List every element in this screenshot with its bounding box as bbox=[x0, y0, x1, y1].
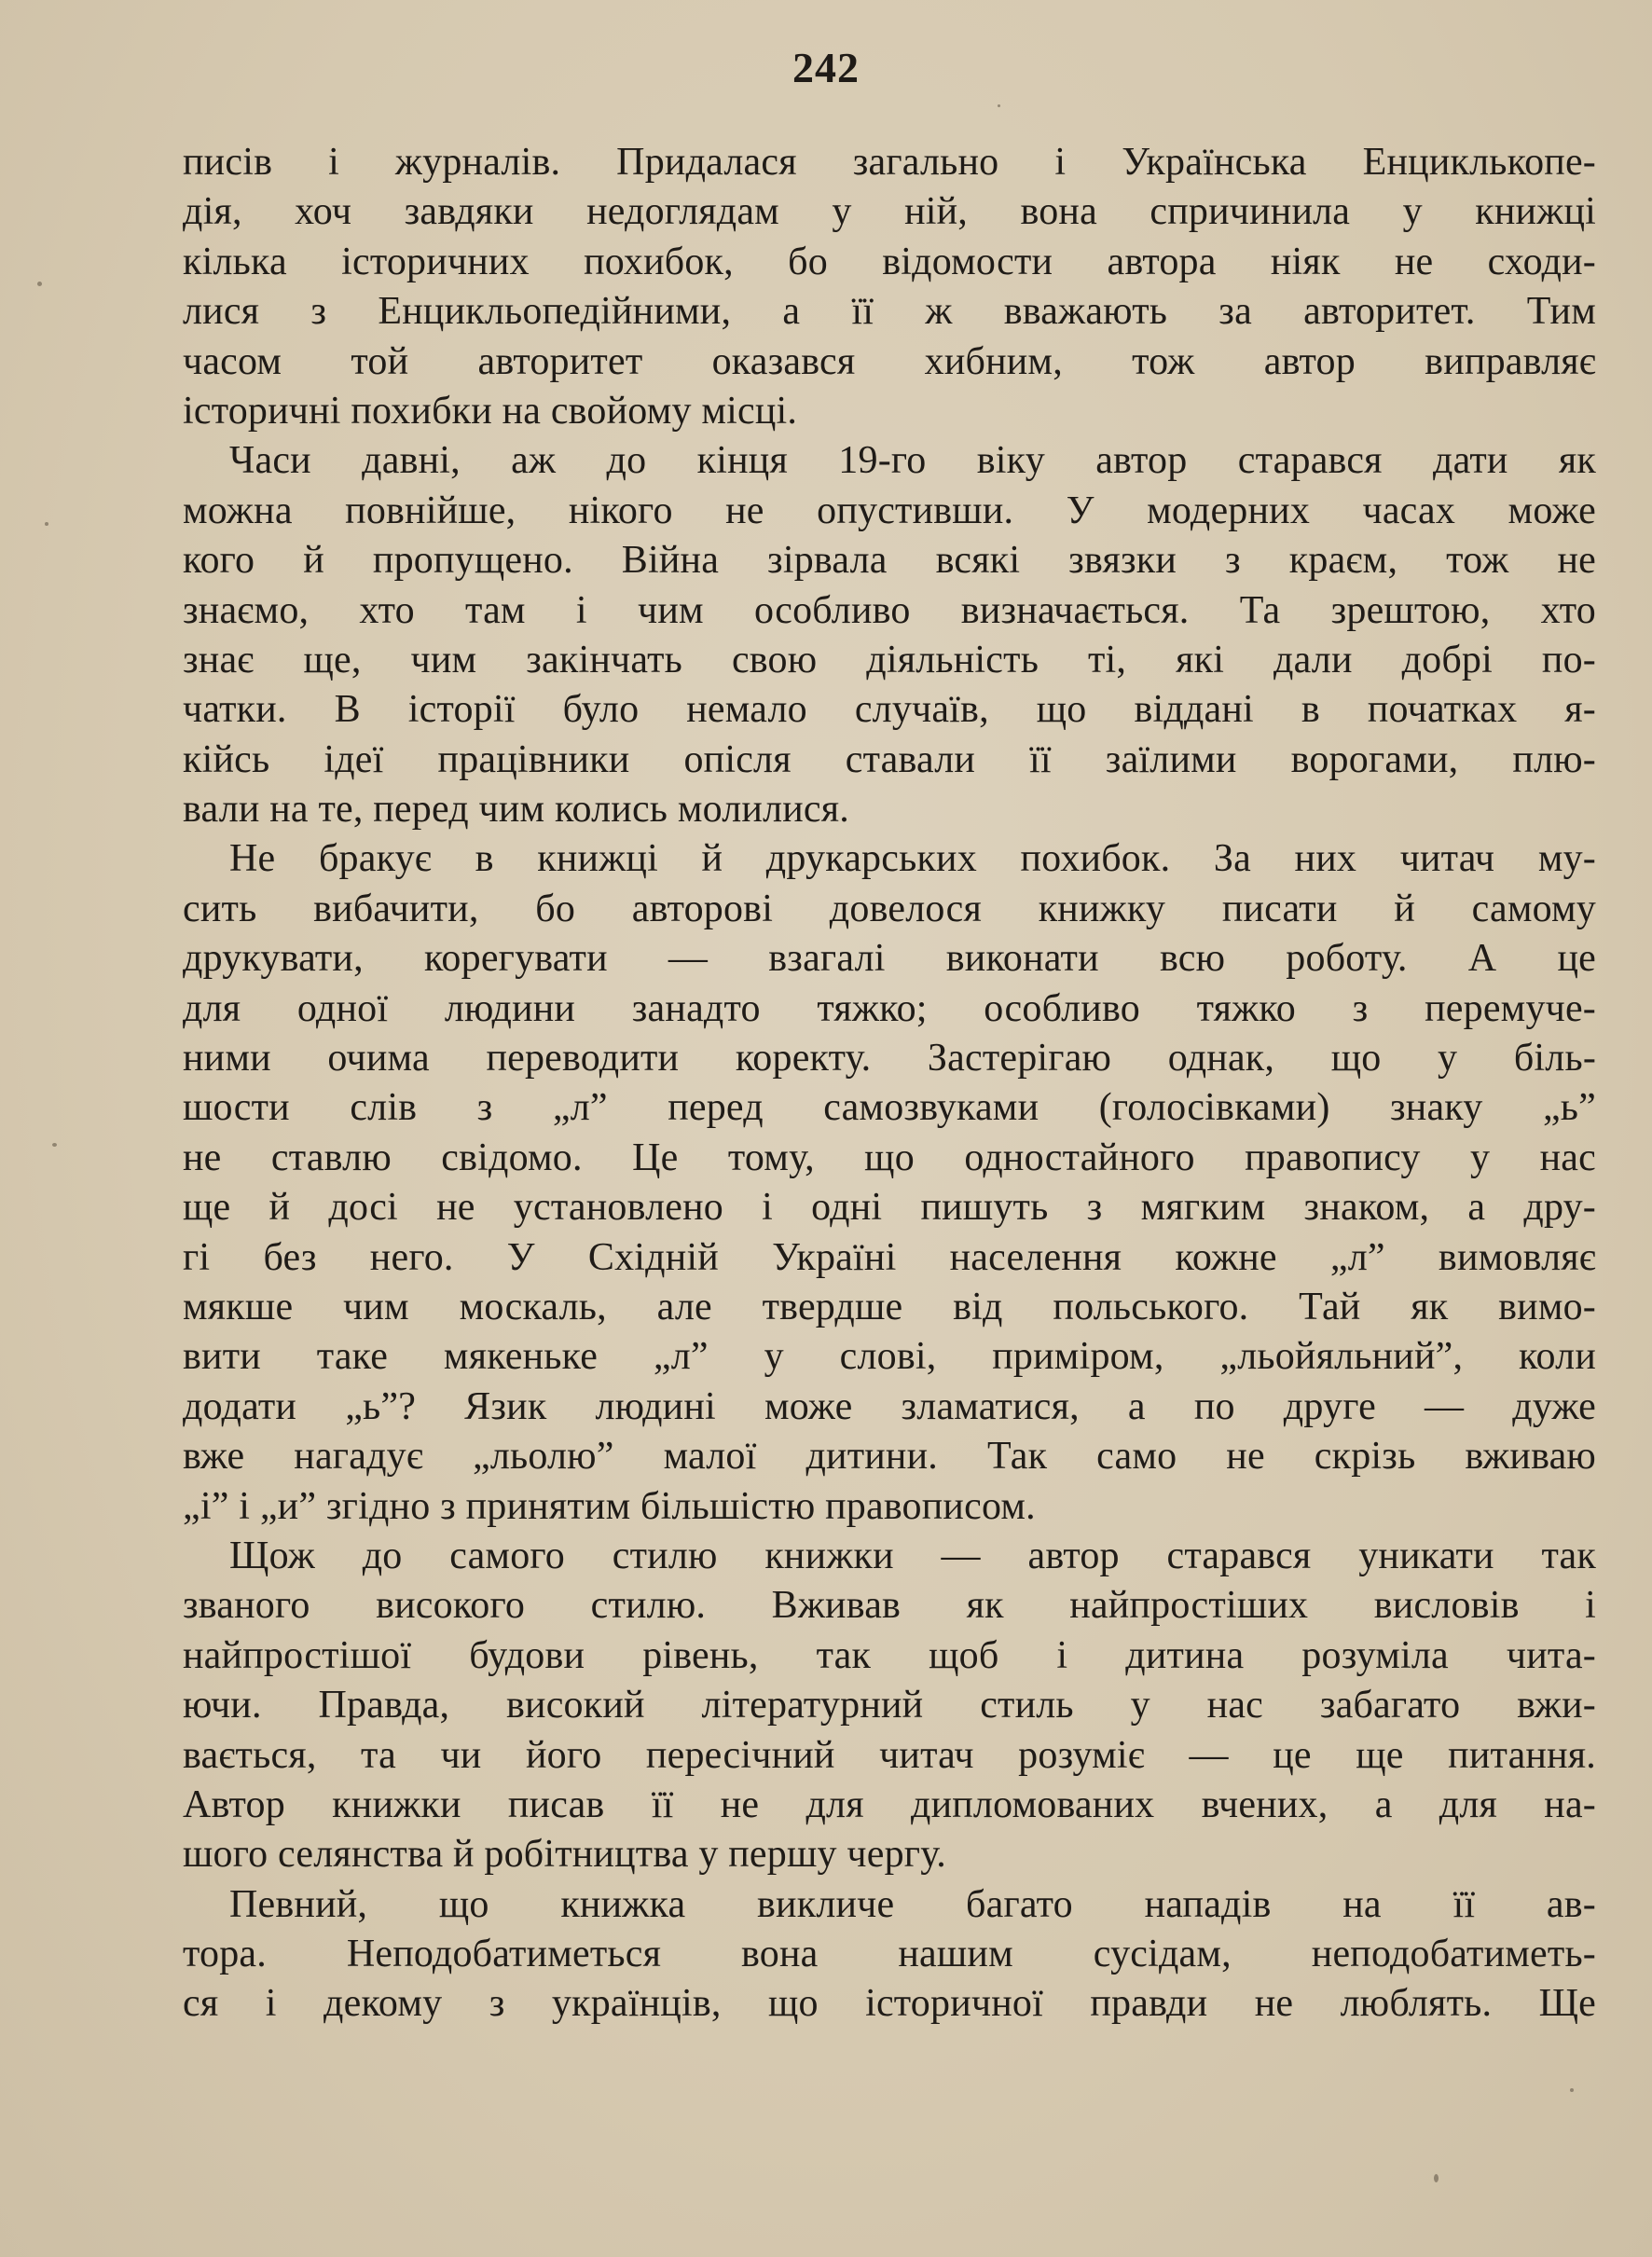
text-line: вже нагадує „льолю” малої дитини. Так само не скрізь вживаю bbox=[183, 1435, 1596, 1479]
paper-speck bbox=[37, 282, 42, 286]
text-line: чатки. В історії було немало случаїв, що віддані в початках я- bbox=[183, 688, 1596, 732]
text-line: найпростішої будови рівень, так щоб і дитина розуміла чита- bbox=[183, 1633, 1596, 1677]
paper-speck bbox=[1570, 2088, 1574, 2092]
paper-speck bbox=[52, 1143, 57, 1147]
text-line: писів і журналів. Придалася загально і Українська Енциклькопе- bbox=[183, 141, 1596, 184]
text-line: кілька історичних похибок, бо відомости автора ніяк не сходи- bbox=[183, 240, 1596, 283]
text-line: гі без него. У Східній Україні населення кожне „л” вимовляє bbox=[183, 1235, 1596, 1279]
text-line: знаємо, хто там і чим особливо визначається. Та зрештою, хто bbox=[183, 588, 1596, 632]
text-line: ще й досі не установлено і одні пишуть з мягким знаком, а дру- bbox=[183, 1186, 1596, 1230]
text-line: часом той авторитет оказався хибним, тож автор виправляє bbox=[183, 339, 1596, 383]
text-line: можна повнійше, нікого не опустивши. У модерних часах може bbox=[183, 489, 1596, 532]
text-line: для одної людини занадто тяжко; особливо тяжко з перемуче- bbox=[183, 986, 1596, 1030]
text-line: ними очима переводити коректу. Застерігаю однак, що у біль- bbox=[183, 1037, 1596, 1080]
text-line: тора. Неподобатиметься вона нашим сусідам, неподобатиметь- bbox=[183, 1933, 1596, 1976]
text-line: ючи. Правда, високий літературний стиль у нас забагато вжи- bbox=[183, 1684, 1596, 1727]
text-line: званого високого стилю. Вживав як найпростіших висловів і bbox=[183, 1584, 1596, 1628]
text-line: вали на те, перед чим колись молилися. bbox=[183, 788, 849, 832]
text-line: друкувати, корегувати — взагалі виконати всю роботу. А це bbox=[183, 937, 1596, 981]
text-line: шого селянства й робітництва у першу чергу. bbox=[183, 1833, 946, 1877]
text-line: Автор книжки писав її не для дипломованих вчених, а для на- bbox=[183, 1782, 1596, 1826]
text-line: вається, та чи його пересічний читач розуміє — це ще питання. bbox=[183, 1733, 1596, 1777]
text-line: Не бракує в книжці й друкарських похибок. За них читач му- bbox=[229, 837, 1596, 881]
text-line: Певний, що книжка викличе багато нападів на її ав- bbox=[229, 1882, 1596, 1926]
text-line: лися з Енцикльопедійними, а її ж вважають за авторитет. Тим bbox=[183, 290, 1596, 334]
text-line: додати „ь”? Язик людині може зламатися, а по друге — дуже bbox=[183, 1384, 1596, 1428]
text-line: дія, хоч завдяки недоглядам у ній, вона спричинила у книжці bbox=[183, 190, 1596, 234]
text-line: кійсь ідеї працівники опісля ставали її заїлими ворогами, плю- bbox=[183, 737, 1596, 781]
page-number: 242 bbox=[792, 44, 860, 91]
body-text bbox=[183, 138, 1596, 2030]
text-line: кого й пропущено. Війна зірвала всякі звязки з краєм, тож не bbox=[183, 539, 1596, 583]
paper-speck bbox=[998, 104, 1000, 107]
text-line: Часи давні, аж до кінця 19-го віку автор старався дати як bbox=[229, 439, 1596, 483]
text-line: „і” і „и” згідно з принятим більшістю правописом. bbox=[183, 1484, 1036, 1528]
text-line: історичні похибки на свойому місці. bbox=[183, 389, 798, 433]
text-line: знає ще, чим закінчать свою діяльність ті, які дали добрі по- bbox=[183, 638, 1596, 681]
text-line: ся і декому з українців, що історичної правди не люблять. Ще bbox=[183, 1982, 1596, 2026]
text-line: Щож до самого стилю книжки — автор старався уникати так bbox=[229, 1534, 1596, 1577]
paper-speck bbox=[1434, 2174, 1439, 2182]
text-line: не ставлю свідомо. Це тому, що одностайного правопису у нас bbox=[183, 1135, 1596, 1179]
text-line: мякше чим москаль, але твердше від польського. Тай як вимо- bbox=[183, 1285, 1596, 1328]
text-line: шости слів з „л” перед самозвуками (голосівками) знаку „ь” bbox=[183, 1086, 1596, 1130]
text-line: сить вибачити, бо авторові довелося книжку писати й самому bbox=[183, 887, 1596, 930]
paper-speck bbox=[45, 522, 48, 526]
text-line: вити таке мякеньке „л” у слові, приміром, „льойяльний”, коли bbox=[183, 1335, 1596, 1379]
